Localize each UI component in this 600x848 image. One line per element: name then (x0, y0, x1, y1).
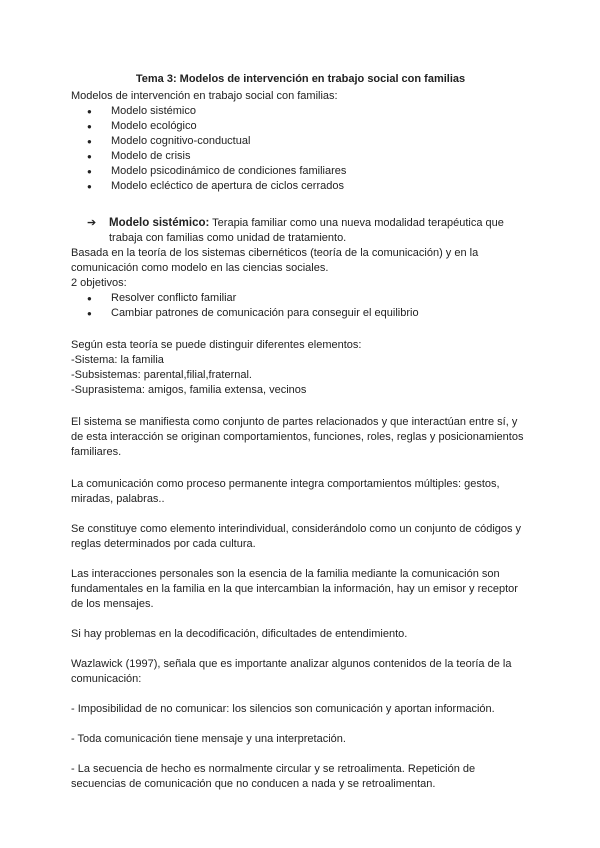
models-list (71, 104, 530, 194)
basis-text: Basada en la teoría de los sistemas cibernéticos (teoría de la comunicación) y en la comunicación como modelo en las ciencias sociales. (71, 247, 479, 274)
list-item: ● Modelo sistémico (87, 104, 530, 119)
paragraph: El sistema se manifiesta como conjunto de partes relacionados y que interactúan entre sí, y de esta interacción se originan comportamientos, funciones, roles, reglas y posicionamientos familiares. (71, 416, 524, 458)
paragraph: - La secuencia de hecho es normalmente circular y se retroalimenta. Repetición de secuencias de comunicación que no conducen a nada y se retroalimentan. (71, 763, 476, 790)
list-item: ● Modelo cognitivo-conductual (87, 134, 530, 149)
paragraph: La comunicación como proceso permanente integra comportamientos múltiples: gestos, miradas, palabras.. (71, 478, 500, 505)
objectives-label: 2 objetivos: (71, 277, 127, 289)
element-line: -Subsistemas: parental,filial,fraternal. (71, 369, 252, 381)
paragraph: - Toda comunicación tiene mensaje y una interpretación. (71, 733, 346, 745)
element-line: -Suprasistema: amigos, familia extensa, vecinos (71, 384, 307, 396)
list-item: ● Modelo psicodinámico de condiciones familiares (87, 164, 530, 179)
list-item: ● Modelo de crisis (87, 149, 530, 164)
list-item: ● Cambiar patrones de comunicación para conseguir el equilibrio (87, 306, 530, 321)
paragraph: Se constituye como elemento interindividual, considerándolo como un conjunto de códigos y reglas determinados por cada cultura. (71, 523, 522, 550)
paragraph: Si hay problemas en la decodificación, dificultades de entendimiento. (71, 628, 408, 640)
list-item: ● Modelo ecológico (87, 119, 530, 134)
element-line: -Sistema: la familia (71, 354, 164, 366)
systemic-text: Terapia familiar como una nueva modalidad terapéutica que trabaja con familias como unidad de tratamiento. (109, 217, 504, 244)
intro-text: Modelos de intervención en trabajo social con familias: (71, 90, 338, 102)
arrow-icon: ➔ (87, 217, 97, 229)
list-item: ● Modelo ecléctico de apertura de ciclos cerrados (87, 179, 530, 194)
list-item: ● Resolver conflicto familiar (87, 291, 530, 306)
systemic-model-block (71, 216, 530, 246)
objectives-list (71, 291, 530, 321)
paragraph: Las interacciones personales son la esencia de la familia mediante la comunicación son fundamentales en la familia en la que intercambian la información, hay un emisor y receptor de los mensajes. (71, 568, 518, 610)
systemic-heading: Modelo sistémico: (109, 217, 210, 229)
paragraph: - Imposibilidad de no comunicar: los silencios son comunicación y aportan información. (71, 703, 495, 715)
paragraph: Wazlawick (1997), señala que es importante analizar algunos contenidos de la teoría de la comunicación: (71, 658, 512, 685)
elements-intro: Según esta teoría se puede distinguir diferentes elementos: (71, 339, 362, 351)
page-title: Tema 3: Modelos de intervención en trabajo social con familias (135, 73, 466, 85)
